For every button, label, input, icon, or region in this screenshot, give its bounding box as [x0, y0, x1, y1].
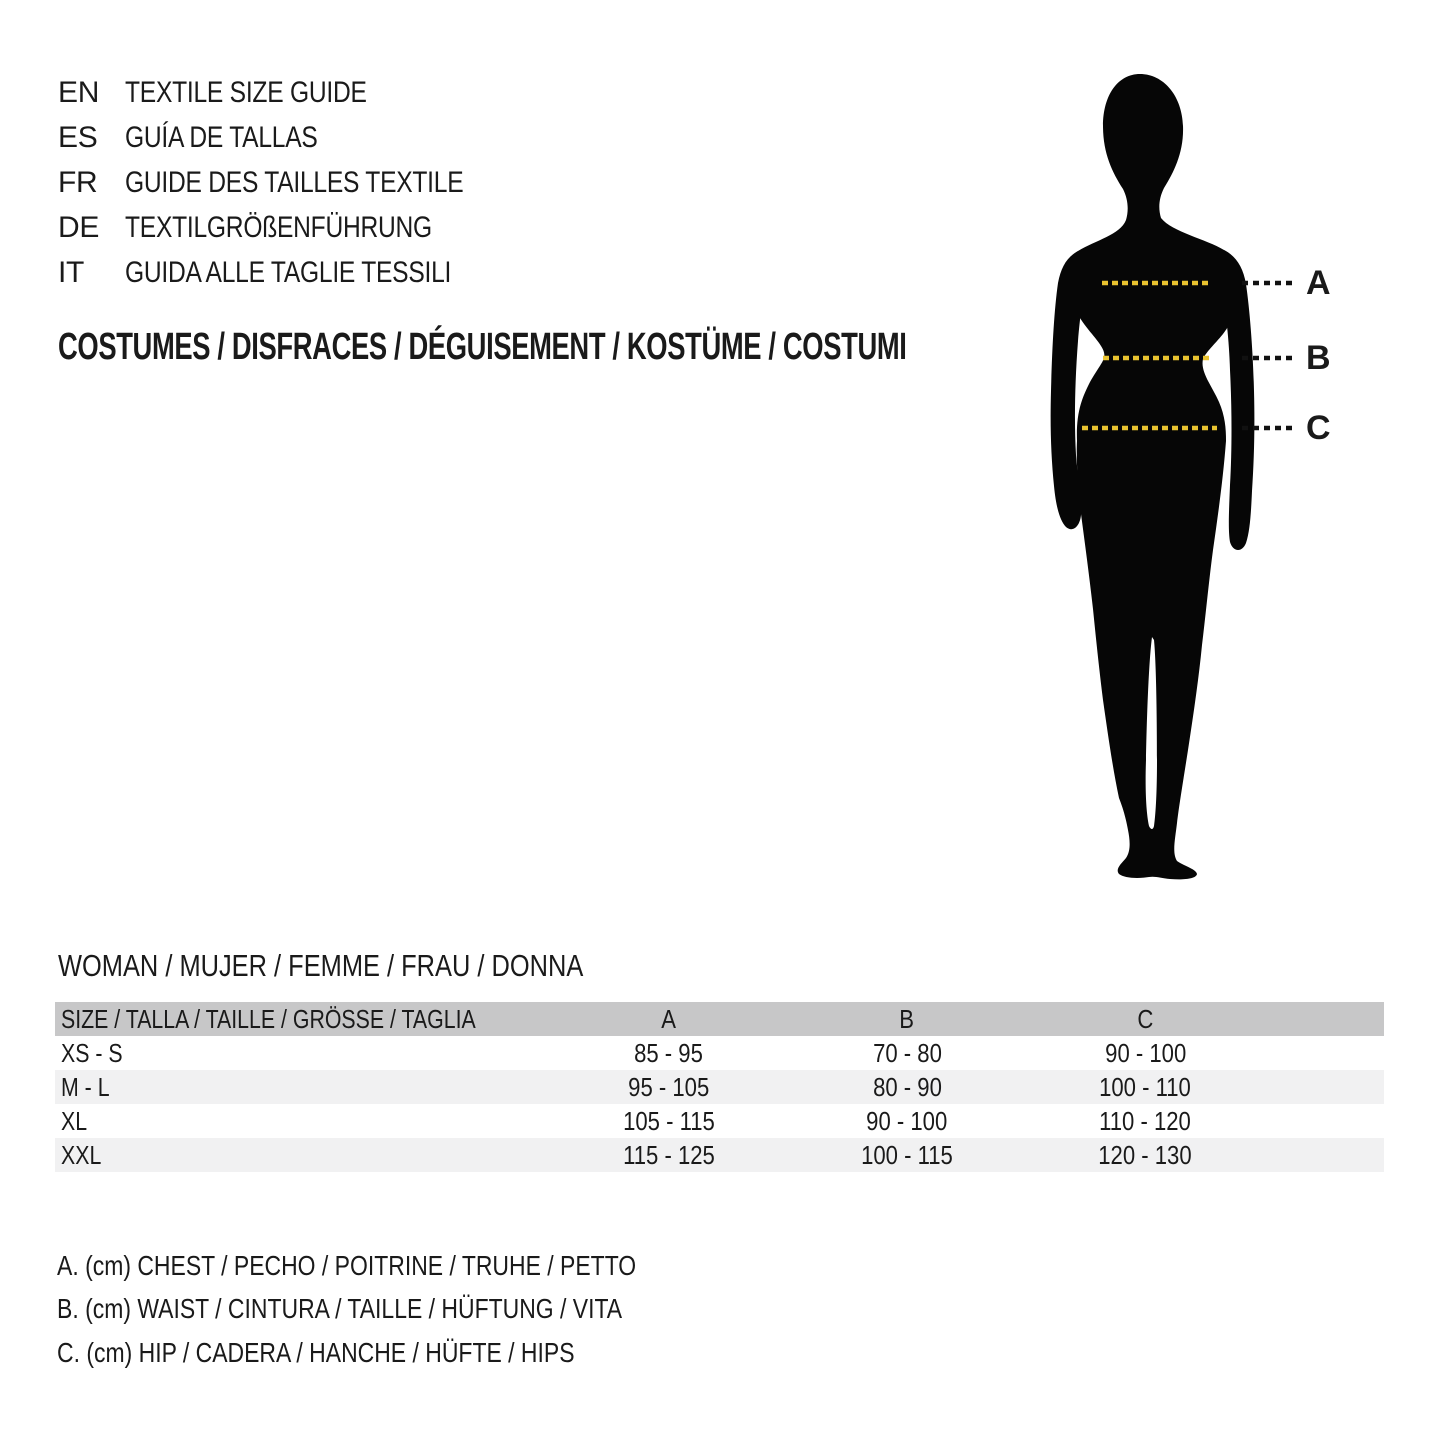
- measurement-legend: [57, 1244, 763, 1375]
- guide-title: TEXTILE SIZE GUIDE: [125, 75, 367, 109]
- size-table-header-row: [55, 1002, 1384, 1036]
- woman-silhouette-figure: [1020, 60, 1310, 885]
- language-code: FR: [58, 165, 98, 199]
- guide-title: GUÍA DE TALLAS: [125, 120, 318, 154]
- guide-title: TEXTILGRÖßENFÜHRUNG: [125, 210, 432, 244]
- column-header-a: A: [661, 1003, 677, 1034]
- language-code: ES: [58, 120, 98, 154]
- size-column-header: SIZE / TALLA / TAILLE / GRÖSSE / TAGLIA: [61, 1003, 476, 1034]
- hip-range-cell: 110 - 120: [1099, 1105, 1192, 1136]
- section-heading-text: WOMAN / MUJER / FEMME / FRAU / DONNA: [58, 948, 584, 983]
- size-cell: M - L: [61, 1071, 110, 1102]
- chest-range-cell: 115 - 125: [622, 1139, 715, 1170]
- hip-range-cell: 90 - 100: [1104, 1037, 1186, 1068]
- guide-title: GUIDE DES TAILLES TEXTILE: [125, 165, 464, 199]
- marker-label-hip: C: [1306, 409, 1331, 447]
- table-row-m-l: [55, 1070, 1384, 1104]
- legend-line-hip: C. (cm) HIP / CADERA / HANCHE / HÜFTE / HIPS: [57, 1336, 575, 1368]
- language-code: EN: [58, 75, 100, 109]
- silhouette-body-path: [1066, 74, 1241, 879]
- legend-line-chest: A. (cm) CHEST / PECHO / POITRINE / TRUHE / PETTO: [57, 1249, 637, 1281]
- language-code: DE: [58, 210, 100, 244]
- table-row-xl: [55, 1104, 1384, 1138]
- legend-line-waist: B. (cm) WAIST / CINTURA / TAILLE / HÜFTUNG / VITA: [57, 1293, 623, 1325]
- size-cell: XXL: [61, 1139, 102, 1170]
- chest-range-cell: 85 - 95: [634, 1037, 704, 1068]
- hip-range-cell: 100 - 110: [1099, 1071, 1192, 1102]
- language-row-en: [58, 70, 538, 115]
- guide-title: GUIDA ALLE TAGLIE TESSILI: [125, 255, 452, 289]
- waist-range-cell: 70 - 80: [872, 1037, 942, 1068]
- language-row-de: [58, 205, 538, 250]
- chest-range-cell: 105 - 115: [622, 1105, 715, 1136]
- language-row-fr: [58, 160, 538, 205]
- marker-label-chest: A: [1306, 264, 1331, 302]
- size-table: [55, 1002, 1384, 1172]
- column-header-c: C: [1137, 1003, 1154, 1034]
- waist-range-cell: 100 - 115: [861, 1139, 953, 1170]
- table-row-xs-s: [55, 1036, 1384, 1070]
- language-row-it: [58, 250, 538, 295]
- column-header-b: B: [899, 1003, 915, 1034]
- size-cell: XS - S: [61, 1037, 123, 1068]
- chest-range-cell: 95 - 105: [628, 1071, 710, 1102]
- waist-range-cell: 90 - 100: [866, 1105, 948, 1136]
- silhouette-right-arm-path: [1219, 250, 1255, 550]
- language-code: IT: [58, 255, 85, 289]
- marker-label-waist: B: [1306, 339, 1331, 377]
- waist-range-cell: 80 - 90: [872, 1071, 942, 1102]
- hip-range-cell: 120 - 130: [1098, 1139, 1193, 1170]
- section-heading-woman: [58, 948, 699, 984]
- language-row-es: [58, 115, 538, 160]
- category-heading-text: COSTUMES / DISFRACES / DÉGUISEMENT / KOSTÜME / COSTUMI: [58, 326, 907, 368]
- table-row-xxl: [55, 1138, 1384, 1172]
- silhouette-svg: [1020, 60, 1310, 885]
- language-title-list: [58, 70, 538, 295]
- size-cell: XL: [61, 1105, 88, 1136]
